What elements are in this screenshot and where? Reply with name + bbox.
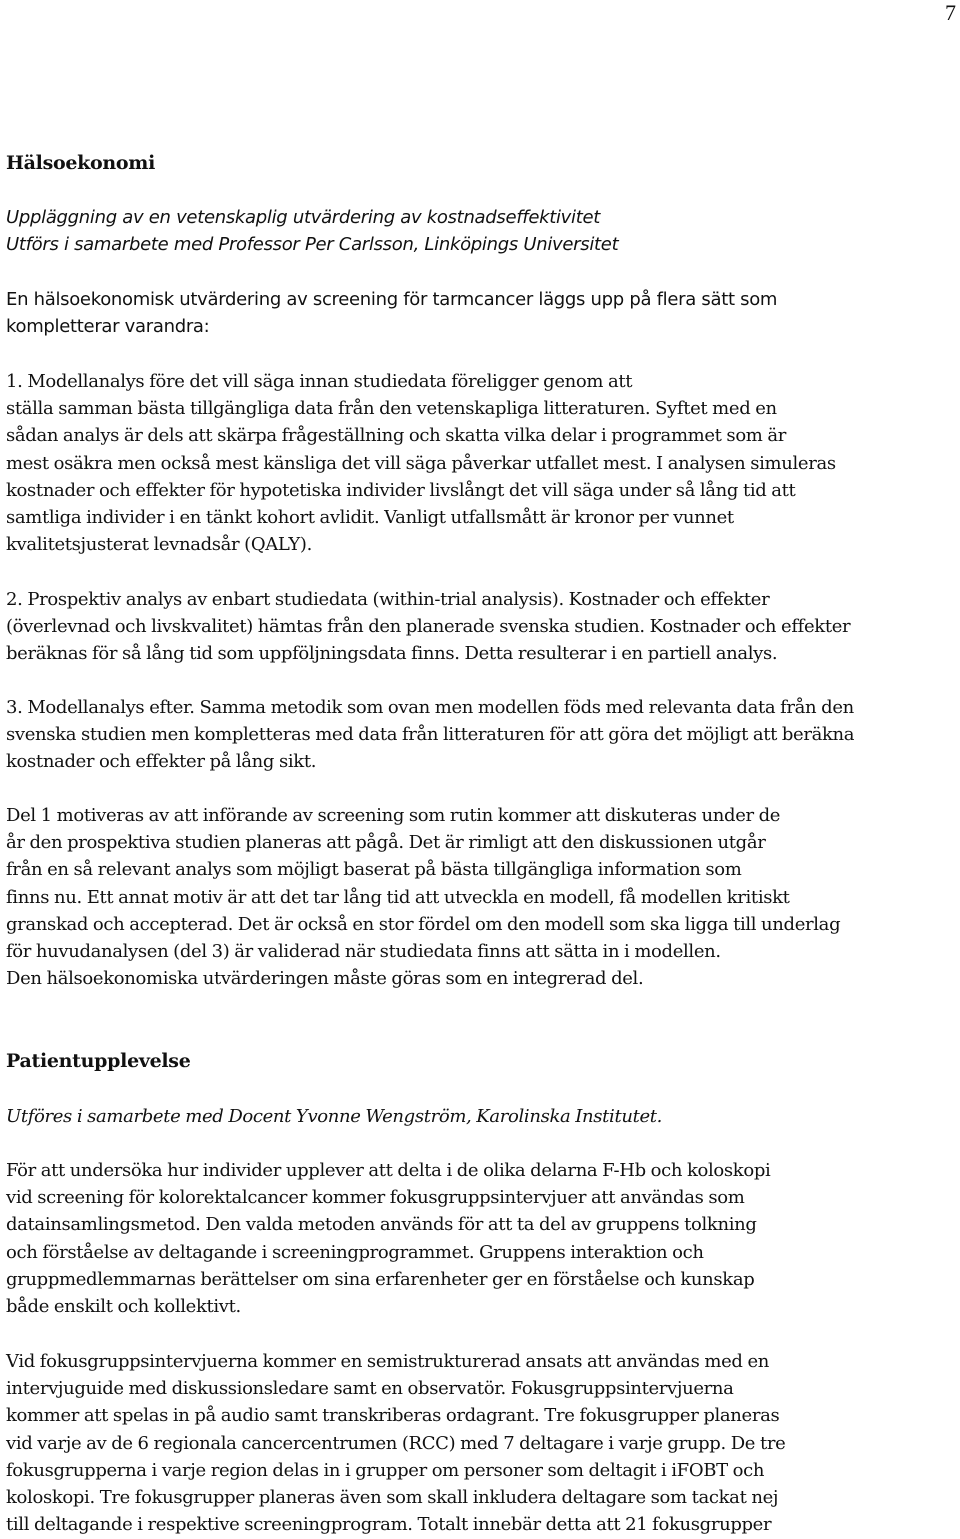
text-line: 3. Modellanalys efter. Samma metodik som ovan men modellen föds med relevanta data från den xyxy=(6,697,854,718)
text-line: koloskopi. Tre fokusgrupper planeras även som skall inkludera deltagare som tackat nej xyxy=(6,1487,779,1509)
health-economics-item-2 xyxy=(6,586,960,668)
text-line: fokusgrupperna i varje region delas in i grupper om personer som deltagit i iFOBT och xyxy=(6,1459,765,1481)
health-economics-discussion xyxy=(6,802,960,992)
page-number: 7 xyxy=(945,0,956,25)
text-line: mest osäkra men också mest känsliga det vill säga påverkar utfallet mest. I analysen simuleras xyxy=(6,452,836,474)
text-line: kommer att spelas in på audio samt transkriberas ordagrant. Tre fokusgrupper planeras xyxy=(6,1405,780,1427)
health-economics-intro xyxy=(6,286,960,340)
text-line: intervjuguide med diskussionsledare samt en observatör. Fokusgruppsintervjuerna xyxy=(6,1378,734,1400)
text-line: Uppläggning av en vetenskaplig utvärdering av kostnadseffektivitet xyxy=(6,207,601,228)
text-line: sådan analys är dels att skärpa frågeställning och skatta vilka delar i programmet som är xyxy=(6,425,787,447)
patient-experience-paragraph-1 xyxy=(6,1157,960,1320)
text-line: från en så relevant analys som möjligt baserat på bästa tillgängliga information som xyxy=(6,859,742,881)
text-line: 1. Modellanalys före det vill säga innan studiedata föreligger genom att xyxy=(6,371,633,392)
text-line: En hälsoekonomisk utvärdering av screening för tarmcancer läggs upp på flera sätt som xyxy=(6,289,778,310)
patient-experience-paragraph-2 xyxy=(6,1348,960,1538)
health-economics-item-3 xyxy=(6,694,960,776)
text-line: år den prospektiva studien planeras att pågå. Det är rimligt att den diskussionen utgår xyxy=(6,832,766,854)
text-line: För att undersöka hur individer upplever att delta i de olika delarna F-Hb och koloskopi xyxy=(6,1160,771,1181)
text-line: kostnader och effekter för hypotetiska individer livslångt det vill säga under så lång tid att xyxy=(6,479,796,501)
section-heading-health-economics: Hälsoekonomi xyxy=(6,152,155,174)
health-economics-subtitle xyxy=(6,204,960,258)
section-heading-patient-experience: Patientupplevelse xyxy=(6,1050,191,1072)
text-line: vid screening för kolorektalcancer kommer fokusgruppsintervjuer att användas som xyxy=(6,1187,745,1209)
text-line: och förståelse av deltagande i screeningprogrammet. Gruppens interaktion och xyxy=(6,1241,704,1263)
text-line: vid varje av de 6 regionala cancercentrumen (RCC) med 7 deltagare i varje grupp. De tre xyxy=(6,1432,786,1454)
text-line: Den hälsoekonomiska utvärderingen måste göras som en integrerad del. xyxy=(6,968,644,990)
text-line: (överlevnad och livskvalitet) hämtas från den planerade svenska studien. Kostnader och effekter xyxy=(6,616,851,638)
text-line: kvalitetsjusterat levnadsår (QALY). xyxy=(6,534,312,556)
text-line: både enskilt och kollektivt. xyxy=(6,1296,241,1318)
text-line: till deltagande i respektive screeningprogram. Totalt innebär detta att 21 fokusgrupper xyxy=(6,1514,772,1536)
patient-experience-subtitle: Utföres i samarbete med Docent Yvonne Wengström, Karolinska Institutet. xyxy=(6,1106,663,1127)
text-line: svenska studien men kompletteras med data från litteraturen för att göra det möjligt att beräkna xyxy=(6,724,855,746)
text-line: gruppmedlemmarnas berättelser om sina erfarenheter ger en förståelse och kunskap xyxy=(6,1268,755,1290)
text-line: granskad och accepterad. Det är också en stor fördel om den modell som ska ligga till underlag xyxy=(6,913,841,935)
text-line: samtliga individer i en tänkt kohort avlidit. Vanligt utfallsmått är kronor per vunnet xyxy=(6,507,734,529)
text-line: Vid fokusgruppsintervjuerna kommer en semistrukturerad ansats att användas med en xyxy=(6,1351,769,1372)
text-line: kompletterar varandra: xyxy=(6,316,210,338)
text-line: datainsamlingsmetod. Den valda metoden används för att ta del av gruppens tolkning xyxy=(6,1214,757,1236)
health-economics-item-1 xyxy=(6,368,960,558)
text-line: ställa samman bästa tillgängliga data från den vetenskapliga litteraturen. Syftet med en xyxy=(6,398,777,420)
text-line: beräknas för så lång tid som uppföljningsdata finns. Detta resulterar i en partiell analys. xyxy=(6,643,778,665)
text-line: Del 1 motiveras av att införande av screening som rutin kommer att diskuteras under de xyxy=(6,805,781,826)
text-line: finns nu. Ett annat motiv är att det tar lång tid att utveckla en modell, få modellen kritiskt xyxy=(6,886,790,908)
text-line: Utförs i samarbete med Professor Per Carlsson, Linköpings Universitet xyxy=(6,234,619,256)
text-line: för huvudanalysen (del 3) är validerad när studiedata finns att sätta in i modellen. xyxy=(6,941,721,963)
text-line: 2. Prospektiv analys av enbart studiedata (within-trial analysis). Kostnader och effekter xyxy=(6,589,770,610)
text-line: kostnader och effekter på lång sikt. xyxy=(6,751,317,773)
